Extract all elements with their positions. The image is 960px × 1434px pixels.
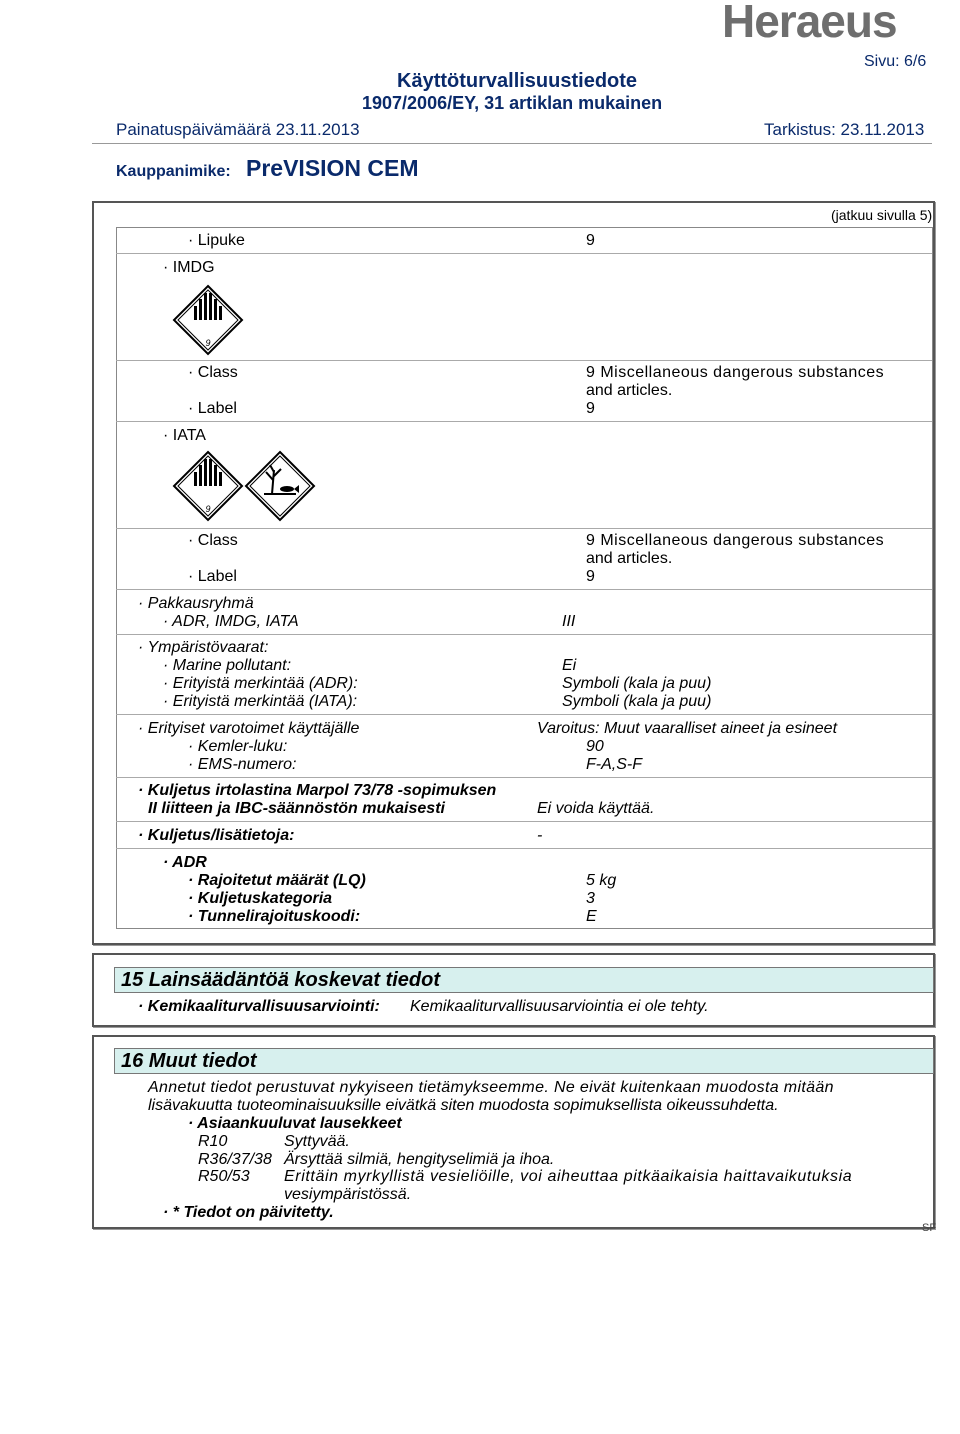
continued-note: (jatkuu sivulla 5) — [831, 207, 933, 223]
iata-heading: · IATA — [163, 427, 206, 444]
lipuke-value: 9 — [586, 232, 595, 249]
adr-marking-value: Symboli (kala ja puu) — [562, 675, 712, 692]
class-9-numeral: 9 — [205, 338, 211, 348]
divider — [116, 848, 932, 849]
chemical-safety-value: Kemikaaliturvallisuusarviointia ei ole tehty. — [410, 998, 709, 1015]
imdg-class-value: 9 Miscellaneous dangerous substances — [586, 364, 885, 381]
divider — [116, 714, 932, 715]
revision-date: Tarkistus: 23.11.2013 — [764, 120, 925, 139]
packing-group-label: · ADR, IMDG, IATA — [163, 613, 299, 630]
divider — [116, 360, 932, 361]
divider — [116, 777, 932, 778]
transport-category-label: · Kuljetuskategoria — [188, 890, 333, 907]
tunnel-code-label: · Tunnelirajoituskoodi: — [188, 908, 361, 925]
iata-label-value: 9 — [586, 568, 595, 585]
iata-label-label: · Label — [188, 568, 237, 585]
imdg-heading: · IMDG — [163, 259, 215, 276]
imdg-label-label: · Label — [188, 400, 237, 417]
phrase-code-r50: R50/53 — [198, 1168, 250, 1185]
document-title: Käyttöturvallisuustiedote — [397, 70, 638, 92]
class-9-hazard-diamond — [172, 450, 244, 522]
adr-heading: · ADR — [163, 854, 207, 871]
divider — [116, 253, 932, 254]
section-16-heading: 16 Muut tiedot — [114, 1048, 934, 1074]
divider — [116, 634, 932, 635]
phrase-code-r10: R10 — [198, 1133, 228, 1150]
limited-quantity-value: 5 kg — [586, 872, 617, 889]
transport-extra-label: · Kuljetus/lisätietoja: — [138, 827, 295, 844]
imdg-class-value-cont: and articles. — [586, 382, 673, 399]
iata-class-label: · Class — [188, 532, 238, 549]
marpol-label: · Kuljetus irtolastina Marpol 73/78 -sopimuksen — [138, 782, 497, 799]
phrase-code-r36: R36/37/38 — [198, 1151, 272, 1168]
divider — [116, 821, 932, 822]
kemler-value: 90 — [586, 738, 604, 755]
ems-value: F-A,S-F — [586, 756, 642, 773]
divider — [116, 589, 932, 590]
class-9-numeral: 9 — [205, 504, 211, 514]
page-number: Sivu: 6/6 — [864, 53, 927, 70]
section-15-heading: 15 Lainsäädäntöä koskevat tiedot — [114, 967, 934, 993]
imdg-class-label: · Class — [188, 364, 238, 381]
document-subtitle: 1907/2006/EY, 31 artiklan mukainen — [362, 93, 663, 113]
phrase-text-r36: Ärsyttää silmiä, hengityselimiä ja ihoa. — [284, 1151, 555, 1168]
header-divider — [92, 143, 932, 144]
disclaimer-line-1: Annetut tiedot perustuvat nykyiseen tietämykseemme. Ne eivät kuitenkaan muodosta mitään — [148, 1079, 834, 1096]
marine-pollutant-label: · Marine pollutant: — [163, 657, 292, 674]
trade-name-label: Kauppanimike: — [116, 163, 231, 180]
special-precautions-value: Varoitus: Muut vaaralliset aineet ja esineet — [537, 720, 838, 737]
transport-extra-value: - — [537, 827, 543, 844]
kemler-label: · Kemler-luku: — [188, 738, 288, 755]
relevant-phrases-heading: · Asiaankuuluvat lausekkeet — [188, 1115, 402, 1132]
tunnel-code-value: E — [586, 908, 597, 925]
packing-group-heading: · Pakkausryhmä — [138, 595, 254, 612]
divider — [116, 421, 932, 422]
language-code: SF — [922, 1222, 937, 1234]
phrase-text-r10: Syttyvää. — [284, 1133, 350, 1150]
chemical-safety-label: · Kemikaaliturvallisuusarviointi: — [138, 998, 380, 1015]
marpol-label-cont: II liitteen ja IBC-säännöstön mukaisesti — [148, 800, 445, 817]
iata-marking-value: Symboli (kala ja puu) — [562, 693, 712, 710]
environment-heading: · Ympäristövaarat: — [138, 639, 269, 656]
special-precautions-label: · Erityiset varotoimet käyttäjälle — [138, 720, 360, 737]
trade-name: PreVISION CEM — [246, 155, 419, 181]
divider — [116, 528, 932, 529]
packing-group-value: III — [562, 613, 576, 630]
environment-hazard-icon — [244, 450, 316, 522]
iata-class-value: 9 Miscellaneous dangerous substances — [586, 532, 885, 549]
class-9-hazard-diamond — [172, 284, 244, 356]
ems-label: · EMS-numero: — [188, 756, 297, 773]
marpol-value: Ei voida käyttää. — [537, 800, 655, 817]
iata-marking-label: · Erityistä merkintää (IATA): — [163, 693, 358, 710]
lipuke-label: · Lipuke — [188, 232, 245, 249]
heraeus-logo: Heraeus — [722, 0, 897, 47]
phrase-text-r50: Erittäin myrkyllistä vesieliöille, voi aiheuttaa pitkäaikaisia haittavaikutuksia — [284, 1168, 853, 1185]
iata-class-value-cont: and articles. — [586, 550, 673, 567]
print-date: Painatuspäivämäärä 23.11.2013 — [116, 120, 360, 139]
marine-pollutant-value: Ei — [562, 657, 577, 674]
adr-marking-label: · Erityistä merkintää (ADR): — [163, 675, 358, 692]
limited-quantity-label: · Rajoitetut määrät (LQ) — [188, 872, 366, 889]
imdg-label-value: 9 — [586, 400, 595, 417]
transport-category-value: 3 — [586, 890, 595, 907]
phrase-text-r50-cont: vesiympäristössä. — [284, 1186, 412, 1203]
disclaimer-line-2: lisävakuutta tuoteominaisuuksille eivätkä siten muodosta sopimuksellista oikeussuhdetta. — [148, 1097, 779, 1114]
updated-note: · * Tiedot on päivitetty. — [163, 1204, 334, 1221]
